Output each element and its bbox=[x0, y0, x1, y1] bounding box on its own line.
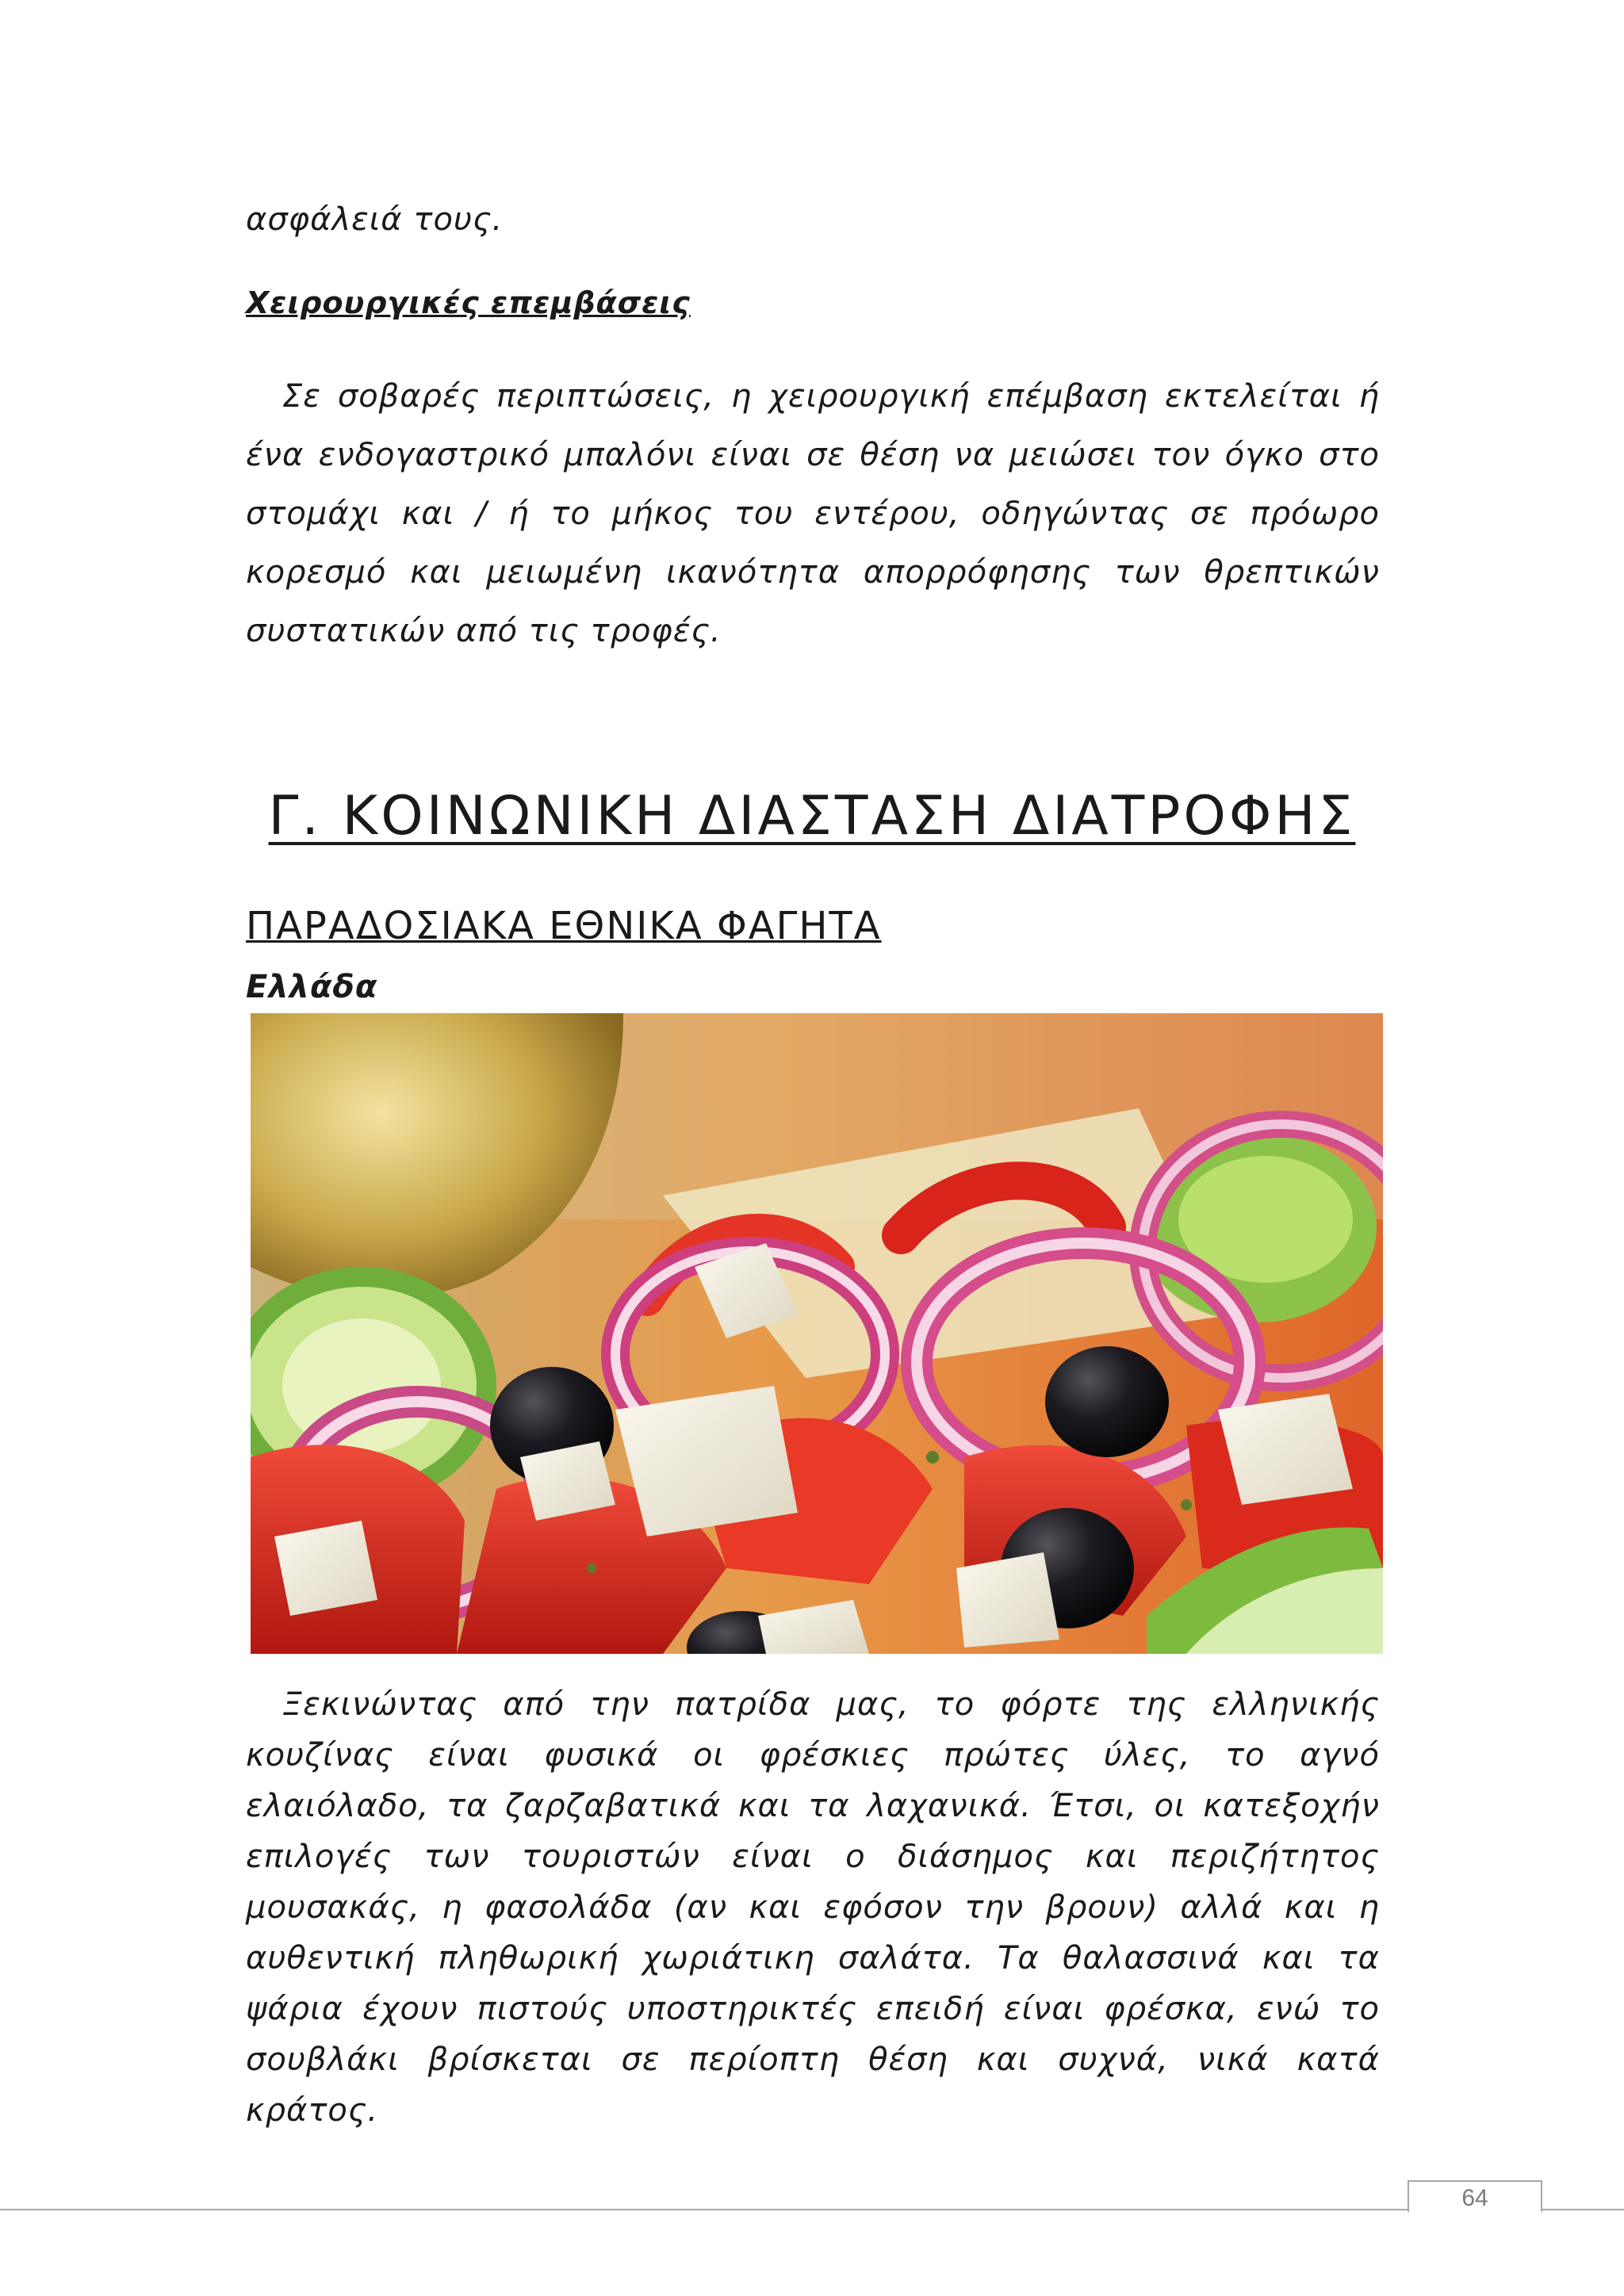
page-number: 64 bbox=[1408, 2180, 1542, 2212]
chapter-title: Γ. ΚΟΙΝΩΝΙΚΗ ΔΙΑΣΤΑΣΗ ΔΙΑΤΡΟΦΗΣ bbox=[268, 785, 1356, 848]
surgery-heading: Χειρουργικές επεμβάσεις bbox=[246, 285, 691, 320]
greek-salad-photo bbox=[251, 1013, 1383, 1654]
section-title: ΠΑΡΑΔΟΣΙΑΚΑ ΕΘΝΙΚΑ ΦΑΓΗΤΑ bbox=[246, 904, 882, 948]
continuation-text: ασφάλειά τους. bbox=[246, 201, 504, 238]
footer-rule bbox=[0, 2209, 1624, 2210]
greece-paragraph: Ξεκινώντας από την πατρίδα μας, το φόρτε της ελληνικής κουζίνας είναι φυσικά οι φρέσκιες πρώτες ύλες, το αγνό ελαιόλαδο, τα ζαρζαβατικά και τα λαχανικά. Έτσι, οι κατεξοχήν επιλογές των τουριστών είναι ο διάσημος και περιζήτητος μουσακάς, η φασολάδα (αν και εφόσον την βρουν) αλλά και η αυθεντική πληθωρική χωριάτικη σαλάτα. Τα θαλασσινά και τα ψάρια έχουν πιστούς υποστηρικτές επειδή είναι φρέσκα, ενώ το σουβλάκι βρίσκεται σε περίοπτη θέση και συχνά, νικά κατά κράτος. bbox=[246, 1686, 1380, 2129]
surgery-paragraph: Σε σοβαρές περιπτώσεις, η χειρουργική επέμβαση εκτελείται ή ένα ενδογαστρικό μπαλόνι είναι σε θέση να μειώσει τον όγκο στο στομάχι και / ή το μήκος του εντέρου, οδηγώντας σε πρόωρο κορεσμό και μειωμένη ικανότητα απορρόφησης των θρεπτικών συστατικών από τις τροφές. bbox=[246, 378, 1380, 649]
country-heading: Ελλάδα bbox=[246, 969, 378, 1005]
